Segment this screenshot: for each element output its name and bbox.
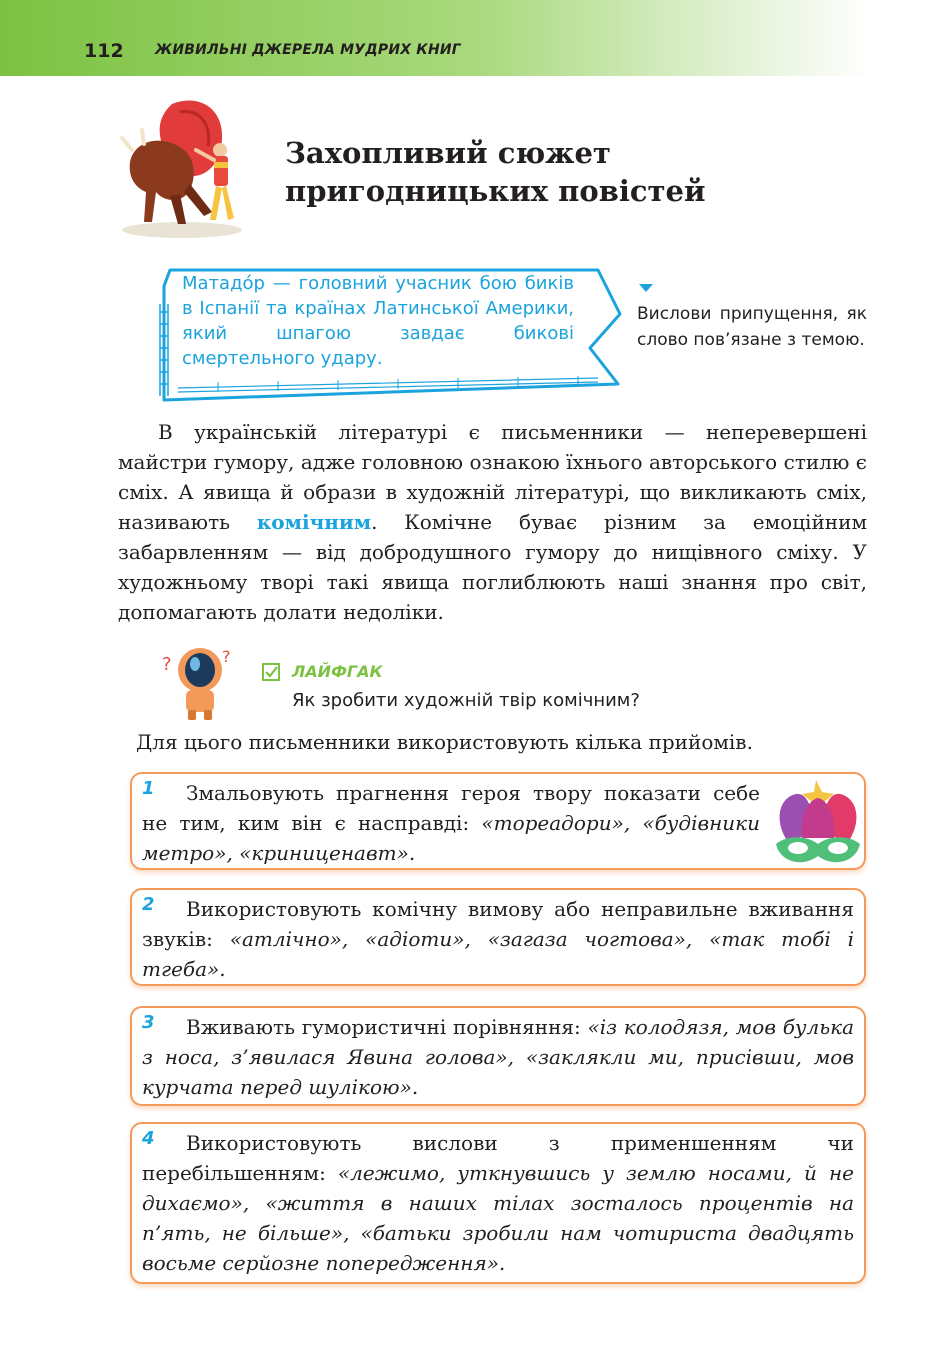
item-examples-2: «атлічно», «адіоти», «загаза чогтова», «так тобі і тгеба». [142,927,855,981]
astronaut-mascot-illustration [160,640,238,722]
item-examples-3: «із колодязя, мов булька з носа, з’явилася Явина голова», «заклякли ми, присівши, мов курчата перед шулікою». [142,1015,854,1099]
item-text-1 [142,778,760,868]
item-number-3: 3 [142,1012,155,1033]
bullfight-illustration [112,92,262,242]
section-title-line1: Захопливий сюжет [285,136,611,170]
lifehack-question: Як зробити художній твір комічним? [292,690,640,711]
techniques-intro: Для цього письменники використовують кілька прийомів. [136,730,753,754]
technique-card-1 [130,772,866,870]
paragraph-before: В українській літературі є письменники — неперевершені майстри гумору, адже головною ознакою їхнього авторського стилю є сміх. А явища й образи в художній літературі, що викликають сміх, називають [118,420,867,534]
item-number-2: 2 [142,894,155,915]
item-examples-4: «лежимо, уткнувшись у землю носами, й не дихаємо», «життя в наших тілах зосталось процентів на п’ять, не більше», «батьки зробили нам чотириста двадцять восьме серйозне попередження». [142,1161,854,1275]
section-title-line2: пригодницьких повістей [285,174,706,208]
technique-card-2 [130,888,866,986]
svg-text:?: ? [222,647,231,666]
side-note: Вислови припущення, як слово пов’язане з темою. [637,304,867,350]
item-description-3: Вживають гумористичні порівняння: [186,1015,588,1039]
definition-text: Матадо́р — головний учасник бою биків в Іспанії та країнах Латинської Америки, який шпагою завдає бикові смертельного удару. [182,273,574,369]
item-description-1: Змальовують прагнення героя твору показати себе не тим, ким він є насправді: [142,781,760,835]
item-description-4: Використовують вислови з применшенням чи перебільшенням: [142,1131,854,1185]
item-text-3 [142,1012,854,1102]
item-text-2 [142,894,854,984]
triangle-down-icon [639,284,653,292]
item-text-4 [142,1128,854,1278]
technique-card-3 [130,1006,866,1106]
section-title [285,134,705,210]
item-examples-1: «тореадори», «будівники метро», «криниценавт». [142,811,760,865]
header-band [0,0,870,76]
main-paragraph [118,417,867,627]
carnival-mask-illustration [768,772,868,872]
lifehack-label: ЛАЙФГАК [292,662,383,681]
page-number: 112 [84,40,124,62]
item-description-2: Використовують комічну вимову або неправильне вживання звуків: [142,897,854,951]
paragraph-after: . Комічне буває різним за емоційним забарвленням — від добродушного гумору до нищівного сміху. У художньому творі такі явища поглиблюють наші знання про світ, допомагають долати недоліки. [118,510,867,624]
item-number-4: 4 [142,1128,155,1149]
checkbox-checked-icon [262,663,280,681]
svg-text:?: ? [162,654,172,675]
item-number-1: 1 [142,778,155,799]
term-komichnym: комічним [256,510,372,534]
running-title: ЖИВИЛЬНІ ДЖЕРЕЛА МУДРИХ КНИГ [155,42,461,58]
technique-card-4 [130,1122,866,1284]
